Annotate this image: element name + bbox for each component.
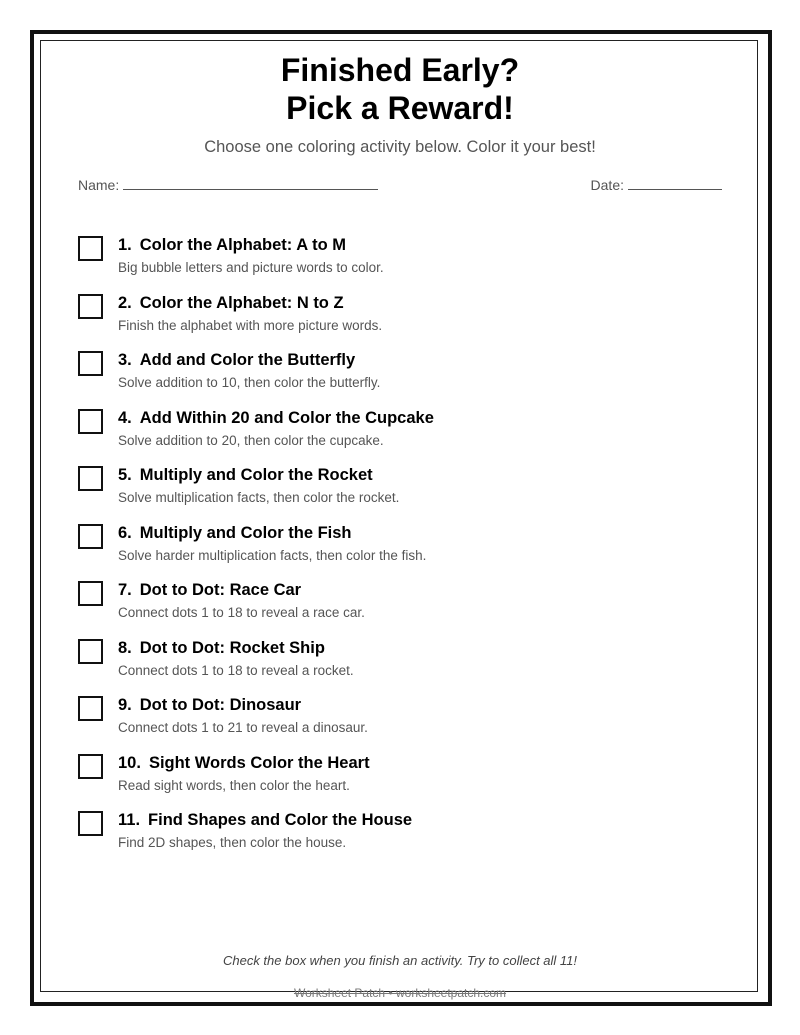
date-field[interactable] <box>591 177 722 193</box>
activity-item <box>0 752 800 810</box>
activity-number: 5. <box>118 466 132 484</box>
activity-item <box>0 407 800 465</box>
activity-number: 8. <box>118 638 132 657</box>
activity-description: Connect dots 1 to 21 to reveal a dinosaur. <box>118 720 368 735</box>
activity-title-text: Add Within 20 and Color the Cupcake <box>139 408 434 427</box>
activity-checkbox[interactable] <box>78 236 103 261</box>
activity-checkbox[interactable] <box>78 466 103 491</box>
activity-title <box>118 579 301 601</box>
activity-number: 1. <box>118 236 132 254</box>
page-title-line-2: Pick a Reward! <box>286 90 514 126</box>
activity-description: Find 2D shapes, then color the house. <box>118 835 347 850</box>
activity-checkbox[interactable] <box>78 754 103 779</box>
publisher-credit: Worksheet Patch • worksheetpatch.com <box>293 986 507 1000</box>
activity-title-text: Dot to Dot: Rocket Ship <box>139 638 325 657</box>
instructions-subtitle: Choose one coloring activity below. Color it your best! <box>204 138 596 156</box>
activity-description: Solve harder multiplication facts, then color the fish. <box>118 547 427 563</box>
activity-checkbox[interactable] <box>78 811 103 836</box>
activity-checkbox[interactable] <box>78 409 103 434</box>
page-title-line-1: Finished Early? <box>280 52 520 88</box>
activity-number: 4. <box>118 408 132 427</box>
activity-number: 6. <box>118 523 132 542</box>
activity-title <box>118 349 355 371</box>
activity-checkbox[interactable] <box>78 581 103 606</box>
activity-item <box>0 637 800 695</box>
activity-item <box>0 234 800 292</box>
activity-description: Finish the alphabet with more picture words. <box>118 317 383 333</box>
date-label: Date: <box>590 177 624 193</box>
activity-number: 10. <box>118 753 141 772</box>
activity-description: Solve multiplication facts, then color the rocket. <box>118 490 400 505</box>
activity-item <box>0 292 800 350</box>
name-label: Name: <box>78 177 120 193</box>
activity-item <box>0 464 800 522</box>
activity-title <box>118 292 344 314</box>
activity-item <box>0 809 800 867</box>
activity-title-text: Color the Alphabet: N to Z <box>139 293 344 312</box>
activity-title <box>118 407 434 429</box>
activity-description: Connect dots 1 to 18 to reveal a rocket. <box>118 662 354 678</box>
activity-checkbox[interactable] <box>78 639 103 664</box>
activity-number: 2. <box>118 293 132 312</box>
activity-number: 3. <box>118 351 132 369</box>
activity-description: Solve addition to 10, then color the butterfly. <box>118 375 381 390</box>
name-field[interactable] <box>78 177 378 193</box>
activity-checkbox[interactable] <box>78 351 103 376</box>
footer-instruction: Check the box when you finish an activity. Try to collect all 11! <box>222 953 578 968</box>
activity-title-text: Multiply and Color the Fish <box>139 523 352 542</box>
activity-title-text: Color the Alphabet: A to M <box>139 236 346 254</box>
activity-description: Solve addition to 20, then color the cupcake. <box>118 432 384 448</box>
activity-title-text: Dot to Dot: Race Car <box>139 581 302 599</box>
activity-item <box>0 349 800 407</box>
activity-item <box>0 522 800 580</box>
activity-title-text: Sight Words Color the Heart <box>148 753 370 772</box>
activity-description: Big bubble letters and picture words to color. <box>118 260 384 275</box>
activity-title <box>118 637 325 659</box>
activity-checkbox[interactable] <box>78 524 103 549</box>
activity-list <box>0 234 800 867</box>
activity-number: 11. <box>118 811 141 829</box>
activity-title <box>118 234 346 256</box>
activity-item <box>0 694 800 752</box>
activity-title-text: Dot to Dot: Dinosaur <box>139 696 302 714</box>
activity-title <box>118 522 352 544</box>
activity-title <box>118 694 301 716</box>
activity-checkbox[interactable] <box>78 294 103 319</box>
activity-title-text: Find Shapes and Color the House <box>148 811 413 829</box>
activity-checkbox[interactable] <box>78 696 103 721</box>
activity-title <box>118 809 412 831</box>
activity-description: Read sight words, then color the heart. <box>118 777 350 793</box>
date-blank-line[interactable] <box>628 177 722 190</box>
activity-number: 9. <box>118 696 132 714</box>
activity-title-text: Multiply and Color the Rocket <box>139 466 373 484</box>
activity-number: 7. <box>118 581 132 599</box>
activity-title <box>118 752 370 774</box>
activity-title-text: Add and Color the Butterfly <box>139 351 356 369</box>
name-blank-line[interactable] <box>123 177 378 190</box>
activity-title <box>118 464 373 486</box>
activity-description: Connect dots 1 to 18 to reveal a race car. <box>118 605 365 620</box>
activity-item <box>0 579 800 637</box>
